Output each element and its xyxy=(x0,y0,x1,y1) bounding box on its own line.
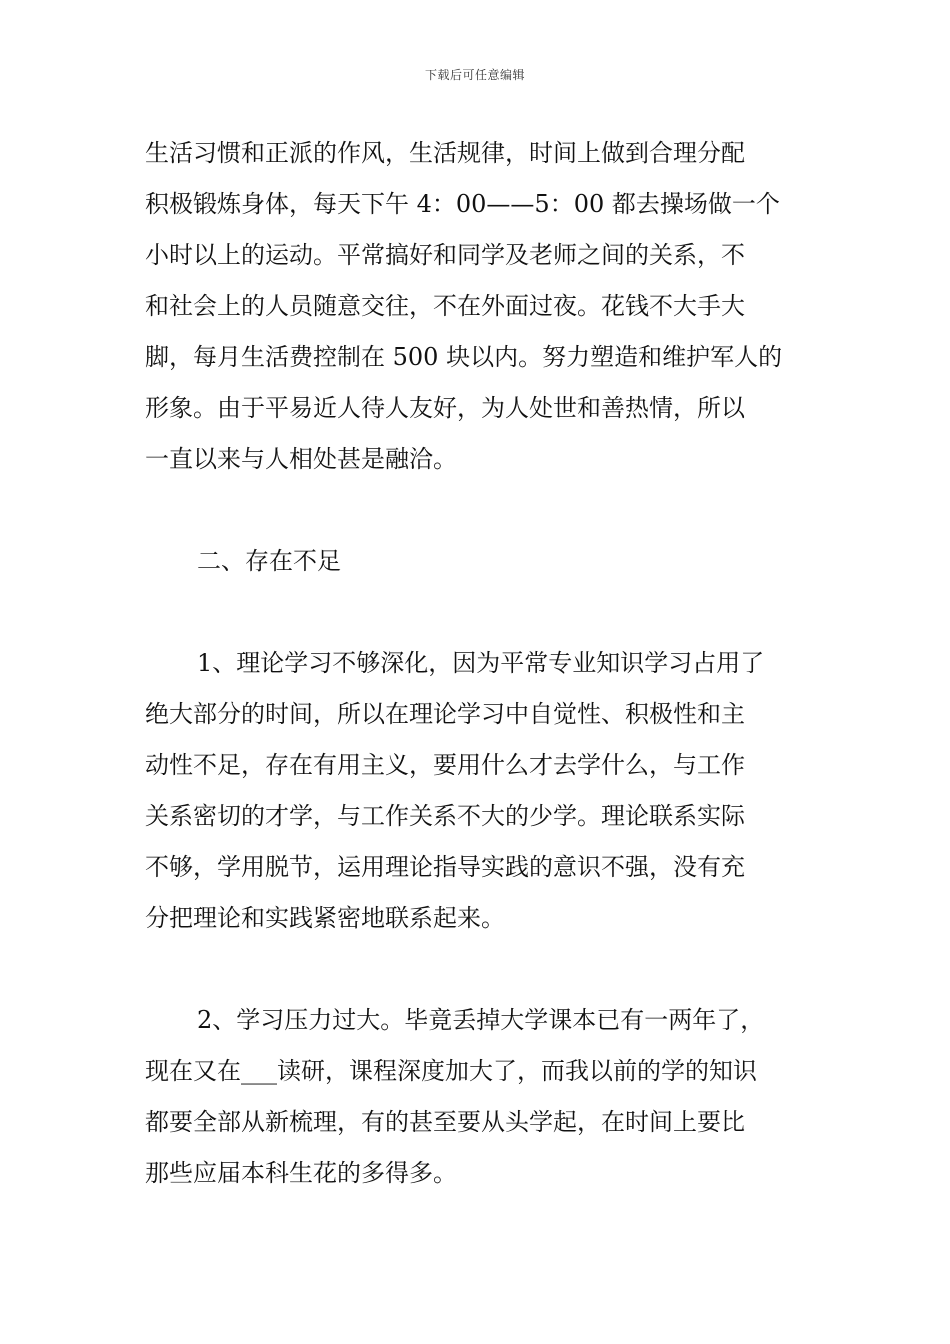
paragraph-spacer xyxy=(145,587,810,638)
text-line: 关系密切的才学，与工作关系不大的少学。理论联系实际 xyxy=(145,802,745,830)
text-line: 动性不足，存在有用主义，要用什么才去学什么，与工作 xyxy=(145,751,745,779)
section-heading-text: 二、存在不足 xyxy=(197,547,341,575)
text-line: 形象。由于平易近人待人友好，为人处世和善热情，所以 xyxy=(145,394,745,422)
text-line: 现在又在___读研，课程深度加大了，而我以前的学的知识 xyxy=(145,1057,757,1085)
paragraph-item-1 xyxy=(145,638,810,944)
text-line: 1、理论学习不够深化，因为平常专业知识学习占用了 xyxy=(197,649,765,677)
text-line: 分把理论和实践紧密地联系起来。 xyxy=(145,904,505,932)
document-body xyxy=(145,128,810,1199)
text-line: 那些应届本科生花的多得多。 xyxy=(145,1159,457,1187)
text-line: 生活习惯和正派的作风，生活规律，时间上做到合理分配 xyxy=(145,139,745,167)
text-line: 不够，学用脱节，运用理论指导实践的意识不强，没有充 xyxy=(145,853,745,881)
paragraph-spacer xyxy=(145,485,810,536)
text-line: 一直以来与人相处甚是融洽。 xyxy=(145,445,457,473)
section-heading-shortcomings xyxy=(145,536,810,587)
text-line: 2、学习压力过大。毕竟丢掉大学课本已有一两年了， xyxy=(197,1006,765,1034)
text-line: 积极锻炼身体，每天下午 4：00——5：00 都去操场做一个 xyxy=(145,190,780,218)
paragraph-lifestyle xyxy=(145,128,810,485)
text-line: 脚，每月生活费控制在 500 块以内。努力塑造和维护军人的 xyxy=(145,343,783,371)
paragraph-spacer xyxy=(145,944,810,995)
text-line: 绝大部分的时间，所以在理论学习中自觉性、积极性和主 xyxy=(145,700,745,728)
text-line: 小时以上的运动。平常搞好和同学及老师之间的关系，不 xyxy=(145,241,745,269)
text-line: 和社会上的人员随意交往，不在外面过夜。花钱不大手大 xyxy=(145,292,745,320)
paragraph-item-2 xyxy=(145,995,810,1199)
page-header-note: 下载后可任意编辑 xyxy=(424,68,525,82)
text-line: 都要全部从新梳理，有的甚至要从头学起，在时间上要比 xyxy=(145,1108,745,1136)
